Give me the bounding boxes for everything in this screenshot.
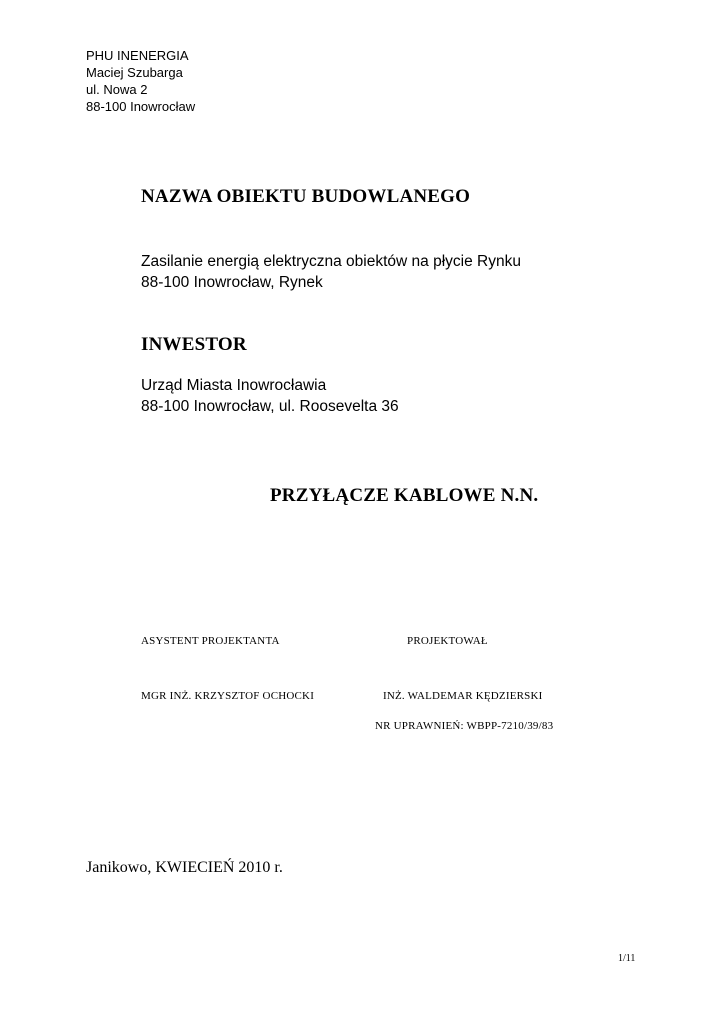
investor-name: Urząd Miasta Inowrocławia bbox=[141, 377, 327, 394]
designer-label: PROJEKTOWAŁ bbox=[407, 635, 488, 647]
assistant-name: MGR INŻ. KRZYSZTOF OCHOCKI bbox=[141, 690, 315, 702]
designer-license: NR UPRAWNIEŃ: WBPP-7210/39/83 bbox=[375, 720, 554, 732]
designer-name: INŻ. WALDEMAR KĘDZIERSKI bbox=[383, 690, 543, 702]
investor-address: 88-100 Inowrocław, ul. Roosevelta 36 bbox=[141, 398, 399, 415]
company-name: PHU INENERGIA bbox=[86, 48, 189, 63]
document-title: PRZYŁĄCZE KABLOWE N.N. bbox=[270, 485, 539, 506]
object-description-line1: Zasilanie energią elektryczna obiektów na płycie Rynku bbox=[141, 253, 521, 270]
place-and-date: Janikowo, KWIECIEŃ 2010 r. bbox=[86, 859, 283, 876]
investor-heading: INWESTOR bbox=[141, 334, 247, 355]
object-heading: NAZWA OBIEKTU BUDOWLANEGO bbox=[141, 186, 471, 207]
page-number: 1/11 bbox=[618, 953, 636, 964]
assistant-label: ASYSTENT PROJEKTANTA bbox=[141, 635, 280, 647]
company-city: 88-100 Inowrocław bbox=[86, 99, 196, 114]
company-owner: Maciej Szubarga bbox=[86, 65, 183, 80]
company-street: ul. Nowa 2 bbox=[86, 82, 148, 97]
object-description-line2: 88-100 Inowrocław, Rynek bbox=[141, 274, 323, 291]
